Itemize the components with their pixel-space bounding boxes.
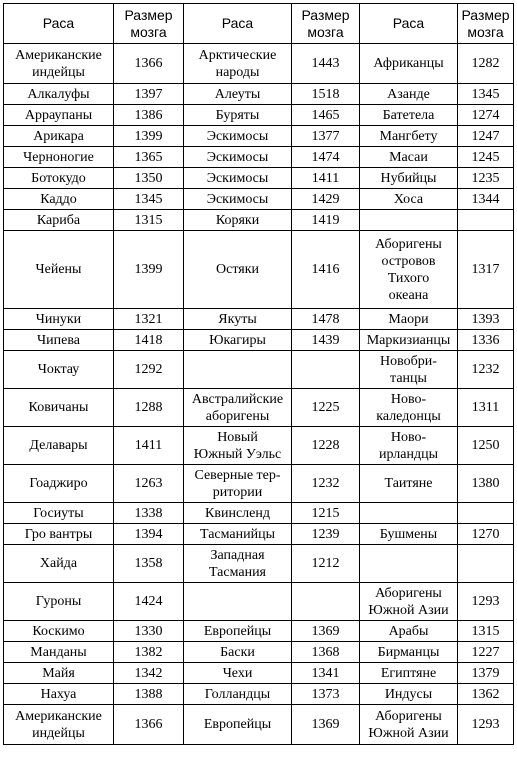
brain-size-cell-2: 1416: [292, 231, 360, 309]
table-row: [4, 309, 514, 330]
race-name-line: Американские индейцы: [15, 47, 102, 80]
race-cell-3: [360, 168, 458, 189]
race-name-line: Майя: [42, 665, 75, 681]
brain-size-cell-2: 1465: [292, 105, 360, 126]
race-name-line: Кариба: [36, 212, 81, 228]
brain-size-table: [3, 3, 514, 745]
race-cell-3: [360, 705, 458, 745]
race-cell-1: [4, 210, 114, 231]
race-cell-3: [360, 642, 458, 663]
race-cell-2: [184, 330, 292, 351]
table-row: [4, 105, 514, 126]
brain-size-cell-3: 1270: [458, 524, 514, 545]
race-name-line: Эскимосы: [206, 170, 269, 186]
race-name-line: Западная: [210, 547, 265, 563]
race-cell-1: [4, 642, 114, 663]
race-cell-3: [360, 189, 458, 210]
race-cell-3: [360, 545, 458, 583]
race-cell-1: [4, 465, 114, 503]
table-row: [4, 427, 514, 465]
race-name-line: Квинсленд: [205, 505, 270, 521]
brain-size-cell-2: [292, 351, 360, 389]
brain-size-cell-2: 1474: [292, 147, 360, 168]
race-cell-2: [184, 44, 292, 84]
race-cell-1: [4, 44, 114, 84]
table-row: [4, 642, 514, 663]
race-name-line: Северные тер-: [194, 467, 281, 483]
brain-size-cell-2: 1368: [292, 642, 360, 663]
race-cell-1: [4, 168, 114, 189]
brain-size-cell-2: 1377: [292, 126, 360, 147]
race-cell-1: [4, 126, 114, 147]
race-name-line: Юкагиры: [209, 332, 266, 348]
brain-size-cell-1: 1424: [114, 583, 184, 621]
race-cell-3: [360, 583, 458, 621]
table-row: [4, 465, 514, 503]
race-name-line: Индусы: [384, 686, 433, 702]
brain-size-cell-1: 1386: [114, 105, 184, 126]
race-cell-2: [184, 684, 292, 705]
table-row: [4, 168, 514, 189]
race-name-line: Якуты: [218, 311, 257, 327]
race-name-line: Европейцы: [203, 623, 272, 639]
brain-size-cell-1: 1288: [114, 389, 184, 427]
race-name-line: Маркизианцы: [366, 332, 451, 348]
race-name-line: Новый: [217, 429, 258, 445]
race-cell-2: [184, 583, 292, 621]
brain-size-cell-1: 1292: [114, 351, 184, 389]
race-cell-2: [184, 524, 292, 545]
race-cell-3: [360, 465, 458, 503]
brain-size-cell-3: 1393: [458, 309, 514, 330]
race-name-line: Бирманцы: [377, 644, 440, 660]
race-name-line: Гро вантры: [24, 526, 93, 542]
brain-size-cell-1: 1382: [114, 642, 184, 663]
race-cell-3: [360, 503, 458, 524]
brain-size-cell-3: 1379: [458, 663, 514, 684]
race-name-line: Южной Азии: [368, 725, 449, 741]
brain-size-cell-1: 1330: [114, 621, 184, 642]
table-row: [4, 44, 514, 84]
race-name-line: Арикара: [33, 128, 84, 144]
race-name-line: Остяки: [216, 262, 259, 277]
race-name-line: Австралийские: [191, 391, 284, 407]
table-row: [4, 189, 514, 210]
brain-size-cell-1: 1399: [114, 126, 184, 147]
race-cell-1: [4, 389, 114, 427]
race-name-line: Нубийцы: [380, 170, 437, 186]
race-name-line: Арктические народы: [198, 47, 277, 80]
race-name-line: Аборигены: [375, 236, 442, 252]
race-cell-2: [184, 189, 292, 210]
race-cell-1: [4, 583, 114, 621]
brain-size-cell-1: 1338: [114, 503, 184, 524]
race-cell-2: [184, 545, 292, 583]
race-name-line: Хайда: [39, 556, 78, 571]
race-cell-1: [4, 105, 114, 126]
race-cell-2: [184, 663, 292, 684]
race-name-line: океана: [388, 287, 429, 303]
race-name-line: Манданы: [30, 644, 87, 660]
race-cell-3: [360, 44, 458, 84]
race-name-line: Каддо: [40, 191, 77, 207]
table-row: [4, 684, 514, 705]
race-name-line: Чипева: [37, 332, 80, 348]
brain-size-cell-1: 1399: [114, 231, 184, 309]
table-row: [4, 524, 514, 545]
brain-size-cell-1: 1366: [114, 705, 184, 745]
brain-size-cell-1: 1411: [114, 427, 184, 465]
race-name-line: ритории: [212, 484, 263, 500]
brain-size-cell-2: 1341: [292, 663, 360, 684]
race-name-line: Ковичаны: [28, 400, 89, 415]
table-row: [4, 583, 514, 621]
race-name-line: Гуроны: [35, 594, 82, 609]
brain-size-cell-3: 1380: [458, 465, 514, 503]
race-cell-2: [184, 147, 292, 168]
race-name-line: танцы: [390, 370, 427, 386]
table-body: [4, 44, 514, 745]
table-row: [4, 663, 514, 684]
race-cell-1: [4, 503, 114, 524]
brain-size-cell-1: 1366: [114, 44, 184, 84]
header-size-3: Размер мозга: [458, 4, 514, 44]
race-cell-3: [360, 621, 458, 642]
race-name-line: Черноногие: [23, 149, 94, 165]
race-name-line: Эскимосы: [206, 149, 269, 165]
brain-size-cell-1: 1342: [114, 663, 184, 684]
table-row: [4, 389, 514, 427]
header-row: [4, 4, 514, 44]
brain-size-cell-3: 1336: [458, 330, 514, 351]
race-name-line: Чехи: [222, 665, 253, 681]
race-cell-2: [184, 126, 292, 147]
race-name-line: Гоаджиро: [29, 476, 88, 491]
brain-size-cell-3: 1293: [458, 705, 514, 745]
race-cell-3: [360, 330, 458, 351]
race-cell-2: [184, 231, 292, 309]
table-row: [4, 147, 514, 168]
brain-size-cell-3: 1282: [458, 44, 514, 84]
race-name-line: Чоктау: [37, 362, 80, 377]
race-name-line: Аборигены: [375, 708, 442, 724]
race-name-line: Тасманийцы: [200, 526, 275, 542]
brain-size-cell-2: 1369: [292, 621, 360, 642]
brain-size-cell-1: 1418: [114, 330, 184, 351]
race-cell-2: [184, 621, 292, 642]
brain-size-cell-1: 1394: [114, 524, 184, 545]
brain-size-cell-2: 1215: [292, 503, 360, 524]
race-name-line: Мангбету: [379, 128, 438, 144]
race-name-line: Арраупаны: [24, 107, 93, 123]
race-name-line: островов: [381, 253, 436, 269]
brain-size-cell-2: [292, 583, 360, 621]
race-cell-3: [360, 105, 458, 126]
race-cell-3: [360, 684, 458, 705]
race-name-line: Эскимосы: [206, 191, 269, 207]
brain-size-cell-2: 1232: [292, 465, 360, 503]
race-cell-3: [360, 663, 458, 684]
race-name-line: Маори: [388, 311, 429, 327]
race-name-line: Азанде: [387, 86, 430, 102]
race-cell-3: [360, 147, 458, 168]
brain-size-cell-1: 1350: [114, 168, 184, 189]
race-cell-2: [184, 427, 292, 465]
brain-size-cell-2: 1373: [292, 684, 360, 705]
brain-size-cell-1: 1358: [114, 545, 184, 583]
race-cell-3: [360, 524, 458, 545]
race-name-line: Чейены: [35, 262, 82, 277]
table-row: [4, 705, 514, 745]
table-row: [4, 210, 514, 231]
race-cell-3: [360, 389, 458, 427]
brain-size-cell-1: 1263: [114, 465, 184, 503]
race-cell-2: [184, 503, 292, 524]
header-race-2: Раса: [184, 4, 292, 44]
race-cell-2: [184, 705, 292, 745]
table-row: [4, 330, 514, 351]
table-row: [4, 231, 514, 309]
race-name-line: Американские индейцы: [15, 708, 102, 741]
brain-size-cell-3: [458, 545, 514, 583]
brain-size-cell-2: 1518: [292, 84, 360, 105]
race-name-line: Голландцы: [204, 686, 271, 702]
race-cell-3: [360, 84, 458, 105]
race-name-line: Бушмены: [379, 526, 438, 542]
race-name-line: Египтяне: [380, 665, 437, 681]
race-cell-1: [4, 147, 114, 168]
race-cell-1: [4, 351, 114, 389]
race-cell-1: [4, 621, 114, 642]
brain-size-cell-3: 1227: [458, 642, 514, 663]
race-cell-1: [4, 545, 114, 583]
brain-size-cell-3: 1232: [458, 351, 514, 389]
race-name-line: Африканцы: [373, 56, 444, 71]
brain-size-cell-3: 1274: [458, 105, 514, 126]
table-row: [4, 351, 514, 389]
table-row: [4, 545, 514, 583]
race-name-line: Госиуты: [33, 505, 84, 521]
header-size-1: Размер мозга: [114, 4, 184, 44]
brain-size-cell-2: 1228: [292, 427, 360, 465]
brain-size-cell-2: 1419: [292, 210, 360, 231]
race-cell-1: [4, 705, 114, 745]
race-cell-3: [360, 351, 458, 389]
header-race-1: Раса: [4, 4, 114, 44]
race-cell-2: [184, 389, 292, 427]
race-name-line: Таитяне: [384, 476, 433, 491]
brain-size-cell-3: 1345: [458, 84, 514, 105]
race-name-line: Масаи: [389, 149, 428, 165]
brain-size-cell-3: 1311: [458, 389, 514, 427]
brain-size-cell-1: 1321: [114, 309, 184, 330]
race-cell-1: [4, 427, 114, 465]
table-row: [4, 126, 514, 147]
brain-size-cell-2: 1478: [292, 309, 360, 330]
brain-size-cell-3: 1317: [458, 231, 514, 309]
race-name-line: Делавары: [29, 438, 88, 453]
race-cell-1: [4, 309, 114, 330]
brain-size-cell-3: 1315: [458, 621, 514, 642]
brain-size-cell-2: 1443: [292, 44, 360, 84]
race-name-line: Батетела: [382, 107, 435, 123]
brain-size-cell-2: 1239: [292, 524, 360, 545]
race-name-line: Чинуки: [35, 311, 82, 327]
brain-size-cell-3: 1247: [458, 126, 514, 147]
race-cell-1: [4, 330, 114, 351]
race-name-line: Европейцы: [203, 717, 272, 732]
race-name-line: Аборигены: [375, 585, 442, 601]
race-cell-3: [360, 309, 458, 330]
race-cell-2: [184, 84, 292, 105]
race-name-line: Тасмания: [208, 564, 267, 580]
race-name-line: Ново-: [390, 429, 427, 445]
brain-size-cell-1: 1397: [114, 84, 184, 105]
race-name-line: аборигены: [205, 408, 270, 424]
race-cell-1: [4, 231, 114, 309]
brain-size-cell-2: 1429: [292, 189, 360, 210]
race-cell-1: [4, 84, 114, 105]
race-name-line: Южной Азии: [368, 602, 449, 618]
race-cell-1: [4, 189, 114, 210]
race-cell-2: [184, 309, 292, 330]
race-name-line: Хоса: [393, 191, 424, 207]
race-name-line: Буряты: [215, 107, 260, 123]
brain-size-cell-1: 1315: [114, 210, 184, 231]
brain-size-cell-3: 1293: [458, 583, 514, 621]
brain-size-cell-3: [458, 503, 514, 524]
race-name-line: Ботокудо: [31, 170, 86, 186]
brain-size-cell-2: 1369: [292, 705, 360, 745]
race-cell-1: [4, 524, 114, 545]
race-cell-2: [184, 351, 292, 389]
race-name-line: Южный Уэльс: [193, 446, 282, 462]
table-row: [4, 503, 514, 524]
race-cell-2: [184, 168, 292, 189]
race-cell-3: [360, 126, 458, 147]
brain-size-cell-2: 1225: [292, 389, 360, 427]
brain-size-cell-1: 1365: [114, 147, 184, 168]
race-cell-2: [184, 105, 292, 126]
race-name-line: ирландцы: [378, 446, 439, 462]
race-name-line: Новобри-: [380, 353, 437, 369]
race-cell-2: [184, 210, 292, 231]
race-cell-3: [360, 427, 458, 465]
race-cell-2: [184, 465, 292, 503]
race-name-line: Ново-: [390, 391, 427, 407]
race-name-line: каледонцы: [376, 408, 441, 424]
race-name-line: Арабы: [388, 623, 429, 639]
brain-size-cell-2: 1212: [292, 545, 360, 583]
race-cell-3: [360, 210, 458, 231]
race-name-line: Тихого: [387, 270, 430, 286]
race-name-line: Алкалуфы: [27, 86, 90, 102]
brain-size-cell-2: 1439: [292, 330, 360, 351]
race-cell-3: [360, 231, 458, 309]
brain-size-cell-3: [458, 210, 514, 231]
race-name-line: Коскимо: [32, 623, 85, 639]
race-cell-1: [4, 663, 114, 684]
table-row: [4, 621, 514, 642]
race-cell-1: [4, 684, 114, 705]
brain-size-cell-1: 1388: [114, 684, 184, 705]
brain-size-cell-3: 1245: [458, 147, 514, 168]
brain-size-cell-3: 1250: [458, 427, 514, 465]
brain-size-cell-1: 1345: [114, 189, 184, 210]
brain-size-cell-3: 1362: [458, 684, 514, 705]
brain-size-cell-2: 1411: [292, 168, 360, 189]
page: [3, 3, 514, 745]
brain-size-cell-3: 1344: [458, 189, 514, 210]
brain-size-cell-3: 1235: [458, 168, 514, 189]
race-name-line: Коряки: [215, 212, 260, 228]
header-race-3: Раса: [360, 4, 458, 44]
race-cell-2: [184, 642, 292, 663]
race-name-line: Баски: [220, 644, 255, 660]
race-name-line: Нахуа: [40, 686, 77, 702]
race-name-line: Алеуты: [214, 86, 261, 102]
table-row: [4, 84, 514, 105]
header-size-2: Размер мозга: [292, 4, 360, 44]
race-name-line: Эскимосы: [206, 128, 269, 144]
